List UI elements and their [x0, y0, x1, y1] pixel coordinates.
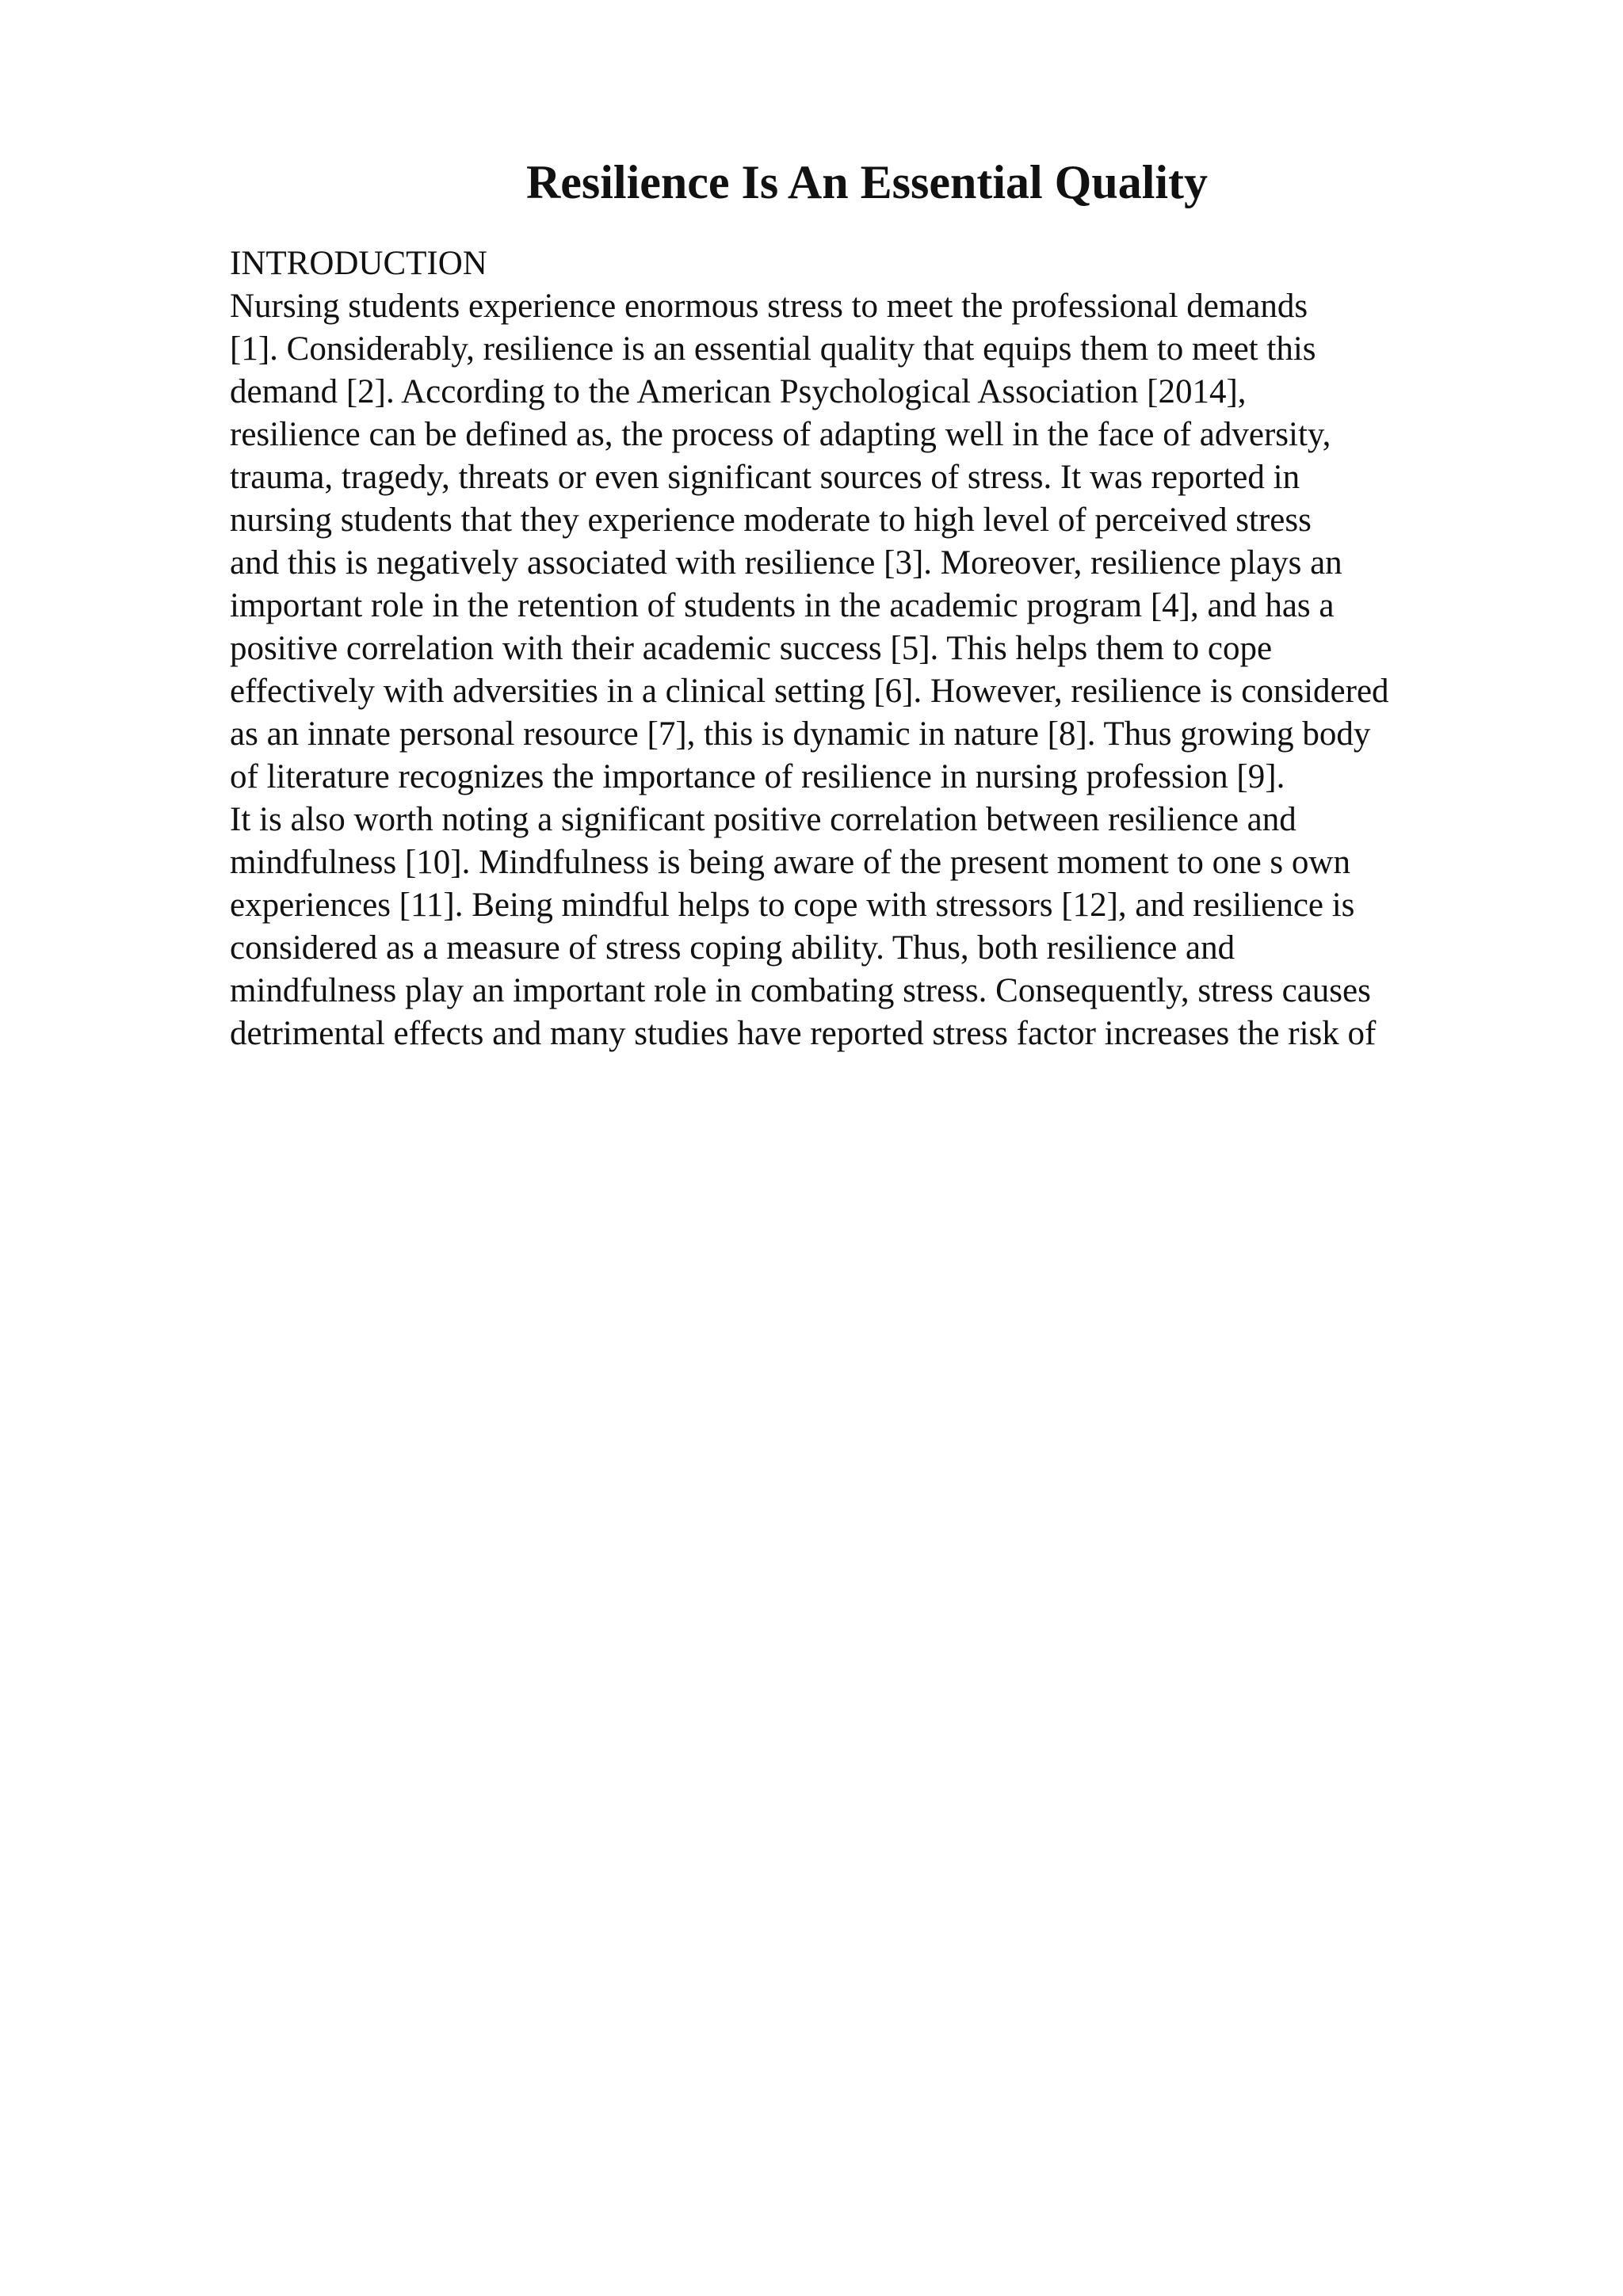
- body-text: [230, 242, 1561, 1055]
- text-line: and this is negatively associated with resilience [3]. Moreover, resilience plays an: [230, 544, 1342, 582]
- text-line: detrimental effects and many studies have reported stress factor increases the risk of: [230, 1015, 1377, 1052]
- text-line: resilience can be defined as, the process of adapting well in the face of adversity,: [230, 416, 1331, 453]
- text-line: demand [2]. According to the American Psychological Association [2014],: [230, 373, 1247, 410]
- text-line: considered as a measure of stress coping ability. Thus, both resilience and: [230, 929, 1235, 967]
- text-line: [1]. Considerably, resilience is an essential quality that equips them to meet this: [230, 330, 1316, 368]
- document-title: Resilience Is An Essential Quality: [525, 156, 1209, 208]
- text-line: It is also worth noting a significant positive correlation between resilience and: [230, 801, 1296, 838]
- text-line: as an innate personal resource [7], this is dynamic in nature [8]. Thus growing body: [230, 715, 1371, 753]
- text-line: important role in the retention of students in the academic program [4], and has a: [230, 587, 1335, 624]
- text-line: nursing students that they experience moderate to high level of perceived stress: [230, 502, 1312, 539]
- section-heading: INTRODUCTION: [230, 245, 487, 282]
- text-line: effectively with adversities in a clinical setting [6]. However, resilience is considered: [230, 673, 1389, 710]
- text-line: Nursing students experience enormous stress to meet the professional demands: [230, 288, 1308, 325]
- text-line: experiences [11]. Being mindful helps to cope with stressors [12], and resilience is: [230, 887, 1355, 924]
- text-line: trauma, tragedy, threats or even significant sources of stress. It was reported in: [230, 459, 1300, 496]
- text-line: mindfulness [10]. Mindfulness is being aware of the present moment to one s own: [230, 844, 1350, 881]
- text-line: mindfulness play an important role in combating stress. Consequently, stress causes: [230, 972, 1371, 1009]
- text-line: of literature recognizes the importance of resilience in nursing profession [9].: [230, 758, 1285, 795]
- text-line: positive correlation with their academic success [5]. This helps them to cope: [230, 630, 1273, 667]
